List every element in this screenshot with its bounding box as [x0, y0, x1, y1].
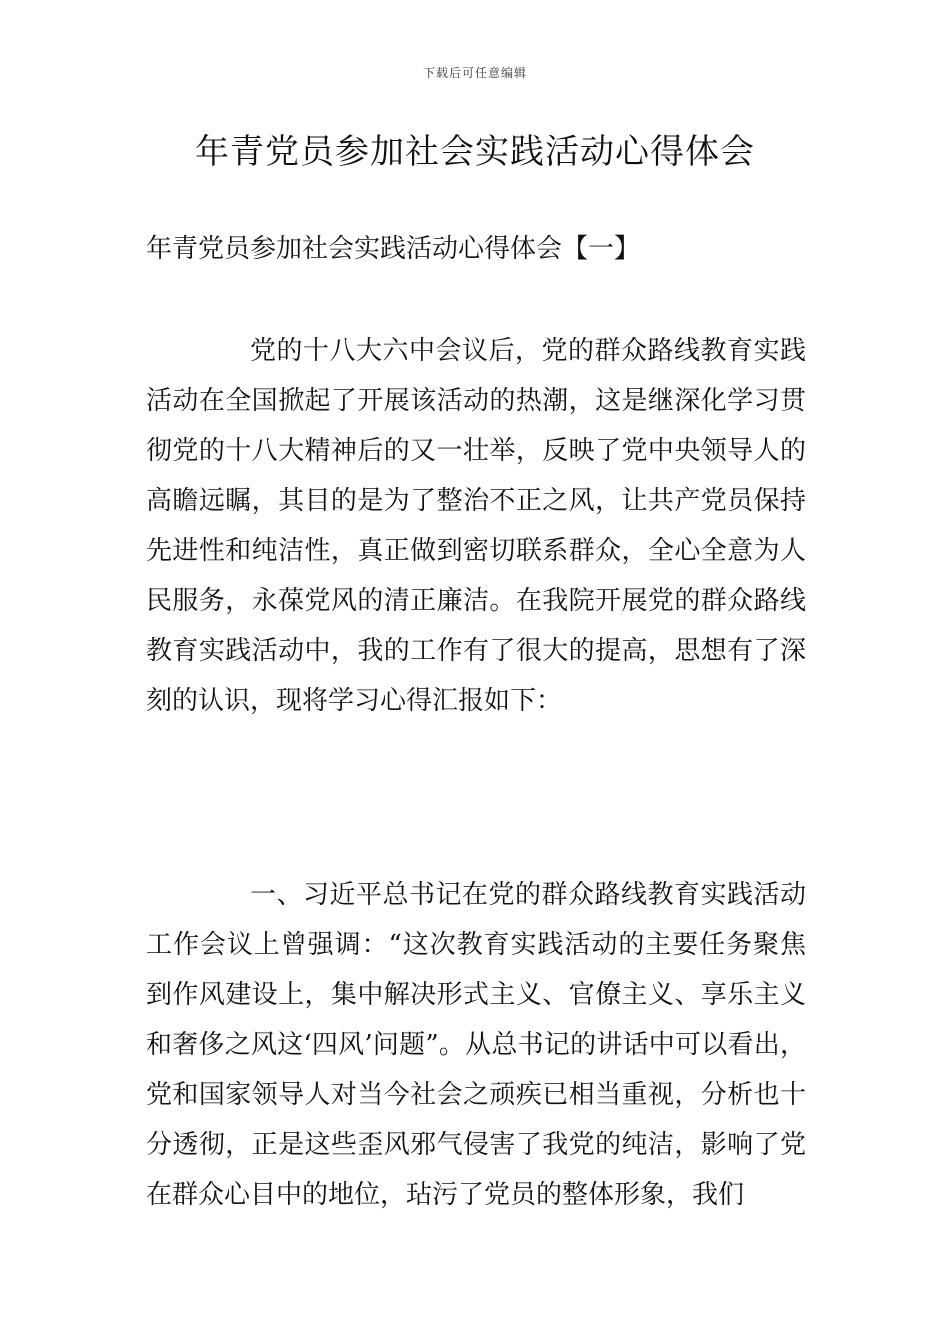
document-title: 年青党员参加社会实践活动心得体会 — [195, 132, 755, 172]
body-paragraph: 一、习近平总书记在党的群众路线教育实践活动工作会议上曾强调：“这次教育实践活动的主要任务聚焦到作风建设上，集中解决形式主义、官僚主义、享乐主义和奢侈之风这‘四风’问题”。从总书记的讲话中可以看出，党和国家领导人对当今社会之顽疾已相当重视，分析也十分透彻，正是这些歪风邪气侵害了我党的纯洁，影响了党在群众心目中的地位，玷污了党员的整体形象，我们 — [146, 880, 806, 1210]
header-note: 下载后可任意编辑 — [422, 66, 527, 80]
section-heading: 年青党员参加社会实践活动心得体会【一】 — [146, 234, 641, 264]
body-paragraph: 党的十八大六中会议后，党的群众路线教育实践活动在全国掀起了开展该活动的热潮，这是继深化学习贯彻党的十八大精神后的又一壮举，反映了党中央领导人的高瞻远瞩，其目的是为了整治不正之风，让共产党员保持先进性和纯洁性，真正做到密切联系群众，全心全意为人民服务，永葆党风的清正廉洁。在我院开展党的群众路线教育实践活动中，我的工作有了很大的提高，思想有了深刻的认识，现将学习心得汇报如下： — [146, 336, 806, 716]
